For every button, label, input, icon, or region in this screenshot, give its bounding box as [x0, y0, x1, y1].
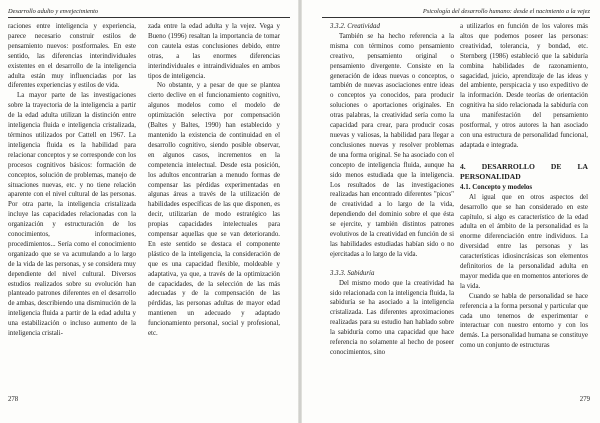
- paragraph: Al igual que en otros aspectos del desarrollo que se han considerado en este capítulo, si algo es característico de la edad adulta en el ámbito de la personalidad es la enorme diferenciación entre individuos. La diversidad entre las personas y las características idiosincrásicas son elementos definitorios de la personalidad adulta en mayor medida que en momentos anteriores de la vida.: [460, 193, 588, 290]
- paragraph: La mayor parte de las investigaciones sobre la trayectoria de la inteligencia a partir de la edad adulta utilizan la distinción entre inteligencia fluida e inteligencia cristalizada, términos utilizados por Cattell en 1967. La inteligencia fluida es la habilidad para relacionar conceptos y se corresponde con los procesos cognitivos básicos: formación de conceptos, solución de problemas, manejo de situaciones nuevas, etc. y no tiene relación aparente con el nivel cultural de las personas. Por otra parte, la inteligencia cristalizada incluye las capacidades relacionadas con la organización y estructuración de los conocimientos, informaciones, procedimientos... Sería como el conocimiento organizado que se va acumulando a lo largo de la vida de las personas, y se considera muy dependiente del nivel cultural. Diversos estudios realizados sobre su evolución han planteado patrones diferentes en el desarrollo de ambas, describiendo una disminución de la inteligencia fluida a partir de la edad adulta y una estabilización o incluso aumento de la inteligencia cristali-: [8, 92, 136, 338]
- left-header-rule: [8, 17, 290, 18]
- paragraph: Cuando se habla de personalidad se hace referencia a la forma personal y particular que cada uno tenemos de experimentar e interactuar con nuestro entorno y con los demás. La personalidad humana se constituye como un conjunto de estructuras: [460, 292, 588, 350]
- subsection-heading-sabiduria: 3.3.3. Sabiduría: [330, 269, 375, 277]
- right-column-2: [460, 22, 588, 351]
- right-page: [300, 0, 600, 423]
- paragraph: Del mismo modo que la creatividad ha sido relacionada con la inteligencia fluida, la sabiduría se ha asociado a la inteligencia cristalizada. Las diferentes aproximaciones realizadas para su estudio han hablado sobre la sabiduría como una capacidad que hace referencia no solamente al hecho de poseer conocimientos, sino: [330, 279, 454, 356]
- left-column-1: [8, 22, 136, 339]
- left-page-number: 278: [8, 396, 19, 403]
- subsection-heading-creatividad: 3.3.2. Creatividad: [330, 23, 380, 30]
- left-running-head: Desarrollo adulto y envejecimiento: [8, 8, 99, 15]
- paragraph: También se ha hecho referencia a la misma con términos como pensamiento creativo, pensamiento original o pensamiento divergente. Consiste en la generación de ideas nuevas o conceptos, o también de nuevas asociaciones entre ideas o conceptos ya conocidos, para producir soluciones o aportaciones originales. En otras palabras, la creatividad sería como la capacidad para crear, para producir cosas nuevas y valiosas, la habilidad para llegar a conclusiones nuevas y resolver problemas de una forma original. Se ha asociado con el concepto de inteligencia fluida, aunque ha sido menos estudiada que la inteligencia. Los resultados de las investigaciones realizadas han encontrado diferentes "picos" de creatividad a lo largo de la vida, dependiendo del dominio sobre el que ésta se ejercite, y también distintos patrones evolutivos de la creatividad en función de si las habilidades estudiadas habían sido o no ejercitadas a lo largo de la vida.: [330, 32, 454, 258]
- right-page-number: 279: [579, 396, 590, 403]
- right-running-head: Psicología del desarrollo humano: desde el nacimiento a la vejez: [422, 8, 590, 15]
- paragraph: zada entre la edad adulta y la vejez. Vega y Bueno (1996) resaltan la importancia de tomar con cautela estas conclusiones debido, entre otras, a las enormes diferencias interindividuales e intraindividuales en ambos tipos de inteligencia.: [148, 23, 280, 80]
- right-header-rule: [322, 17, 590, 18]
- paragraph: a utilizarlos en función de los valores más altos que podemos poseer las personas: creatividad, tolerancia, y bondad, etc. Sternberg (1986) estableció que la sabiduría combina habilidades de razonamiento, sagacidad, juicio, aprendizaje de las ideas y del ambiente, perspicacia y uso expeditivo de la información. Desde teorías de orientación cognitiva ha sido relacionada la sabiduría con una manifestación del pensamiento postformal, y otros autores la han asociado con una estructura de personalidad funcional, adaptada e integrada.: [460, 23, 588, 149]
- paragraph: No obstante, y a pesar de que se plantea cierto declive en el funcionamiento cognitivo, algunos modelos como el modelo de optimización selectiva por compensación (Baltes y Baltes, 1990) han establecido y mantenido la existencia de continuidad en el desarrollo cognitivo, siendo posible observar, en algunos casos, incrementos en la competencia intelectual. Desde esta posición, los adultos encontrarían a menudo formas de compensar las pérdidas experimentadas en algunas áreas a través de la utilización de habilidades específicas de las que disponen, es decir, utilizarían de modo estratégico las propias capacidades intelectuales para compensar aquellas que se van deteriorando. En este sentido se destaca el componente plástico de la inteligencia, la consideración de que es una capacidad flexible, moldeable y adaptativa, ya que, a través de la optimización de capacidades, de la selección de las más adecuadas y de la compensación de las pérdidas, las personas adultas de mayor edad mantienen un adecuado y adaptado funcionamiento personal, social y profesional, etc.: [148, 82, 280, 338]
- section-heading: 4. DESARROLLO DE LA PERSONALIDAD: [460, 161, 588, 181]
- paragraph: raciones entre inteligencia y experiencia, parece necesario construir estilos de pensamiento nuevos: postformales. En este sentido, las diferencias interindividuales existentes en el desarrollo de la inteligencia adulta están muy influenciadas por las diferentes experiencias y estilos de vida.: [8, 23, 136, 90]
- subheading: 4.1. Concepto y modelos: [460, 182, 533, 191]
- right-column-1: [330, 22, 454, 358]
- left-column-2: [148, 22, 280, 339]
